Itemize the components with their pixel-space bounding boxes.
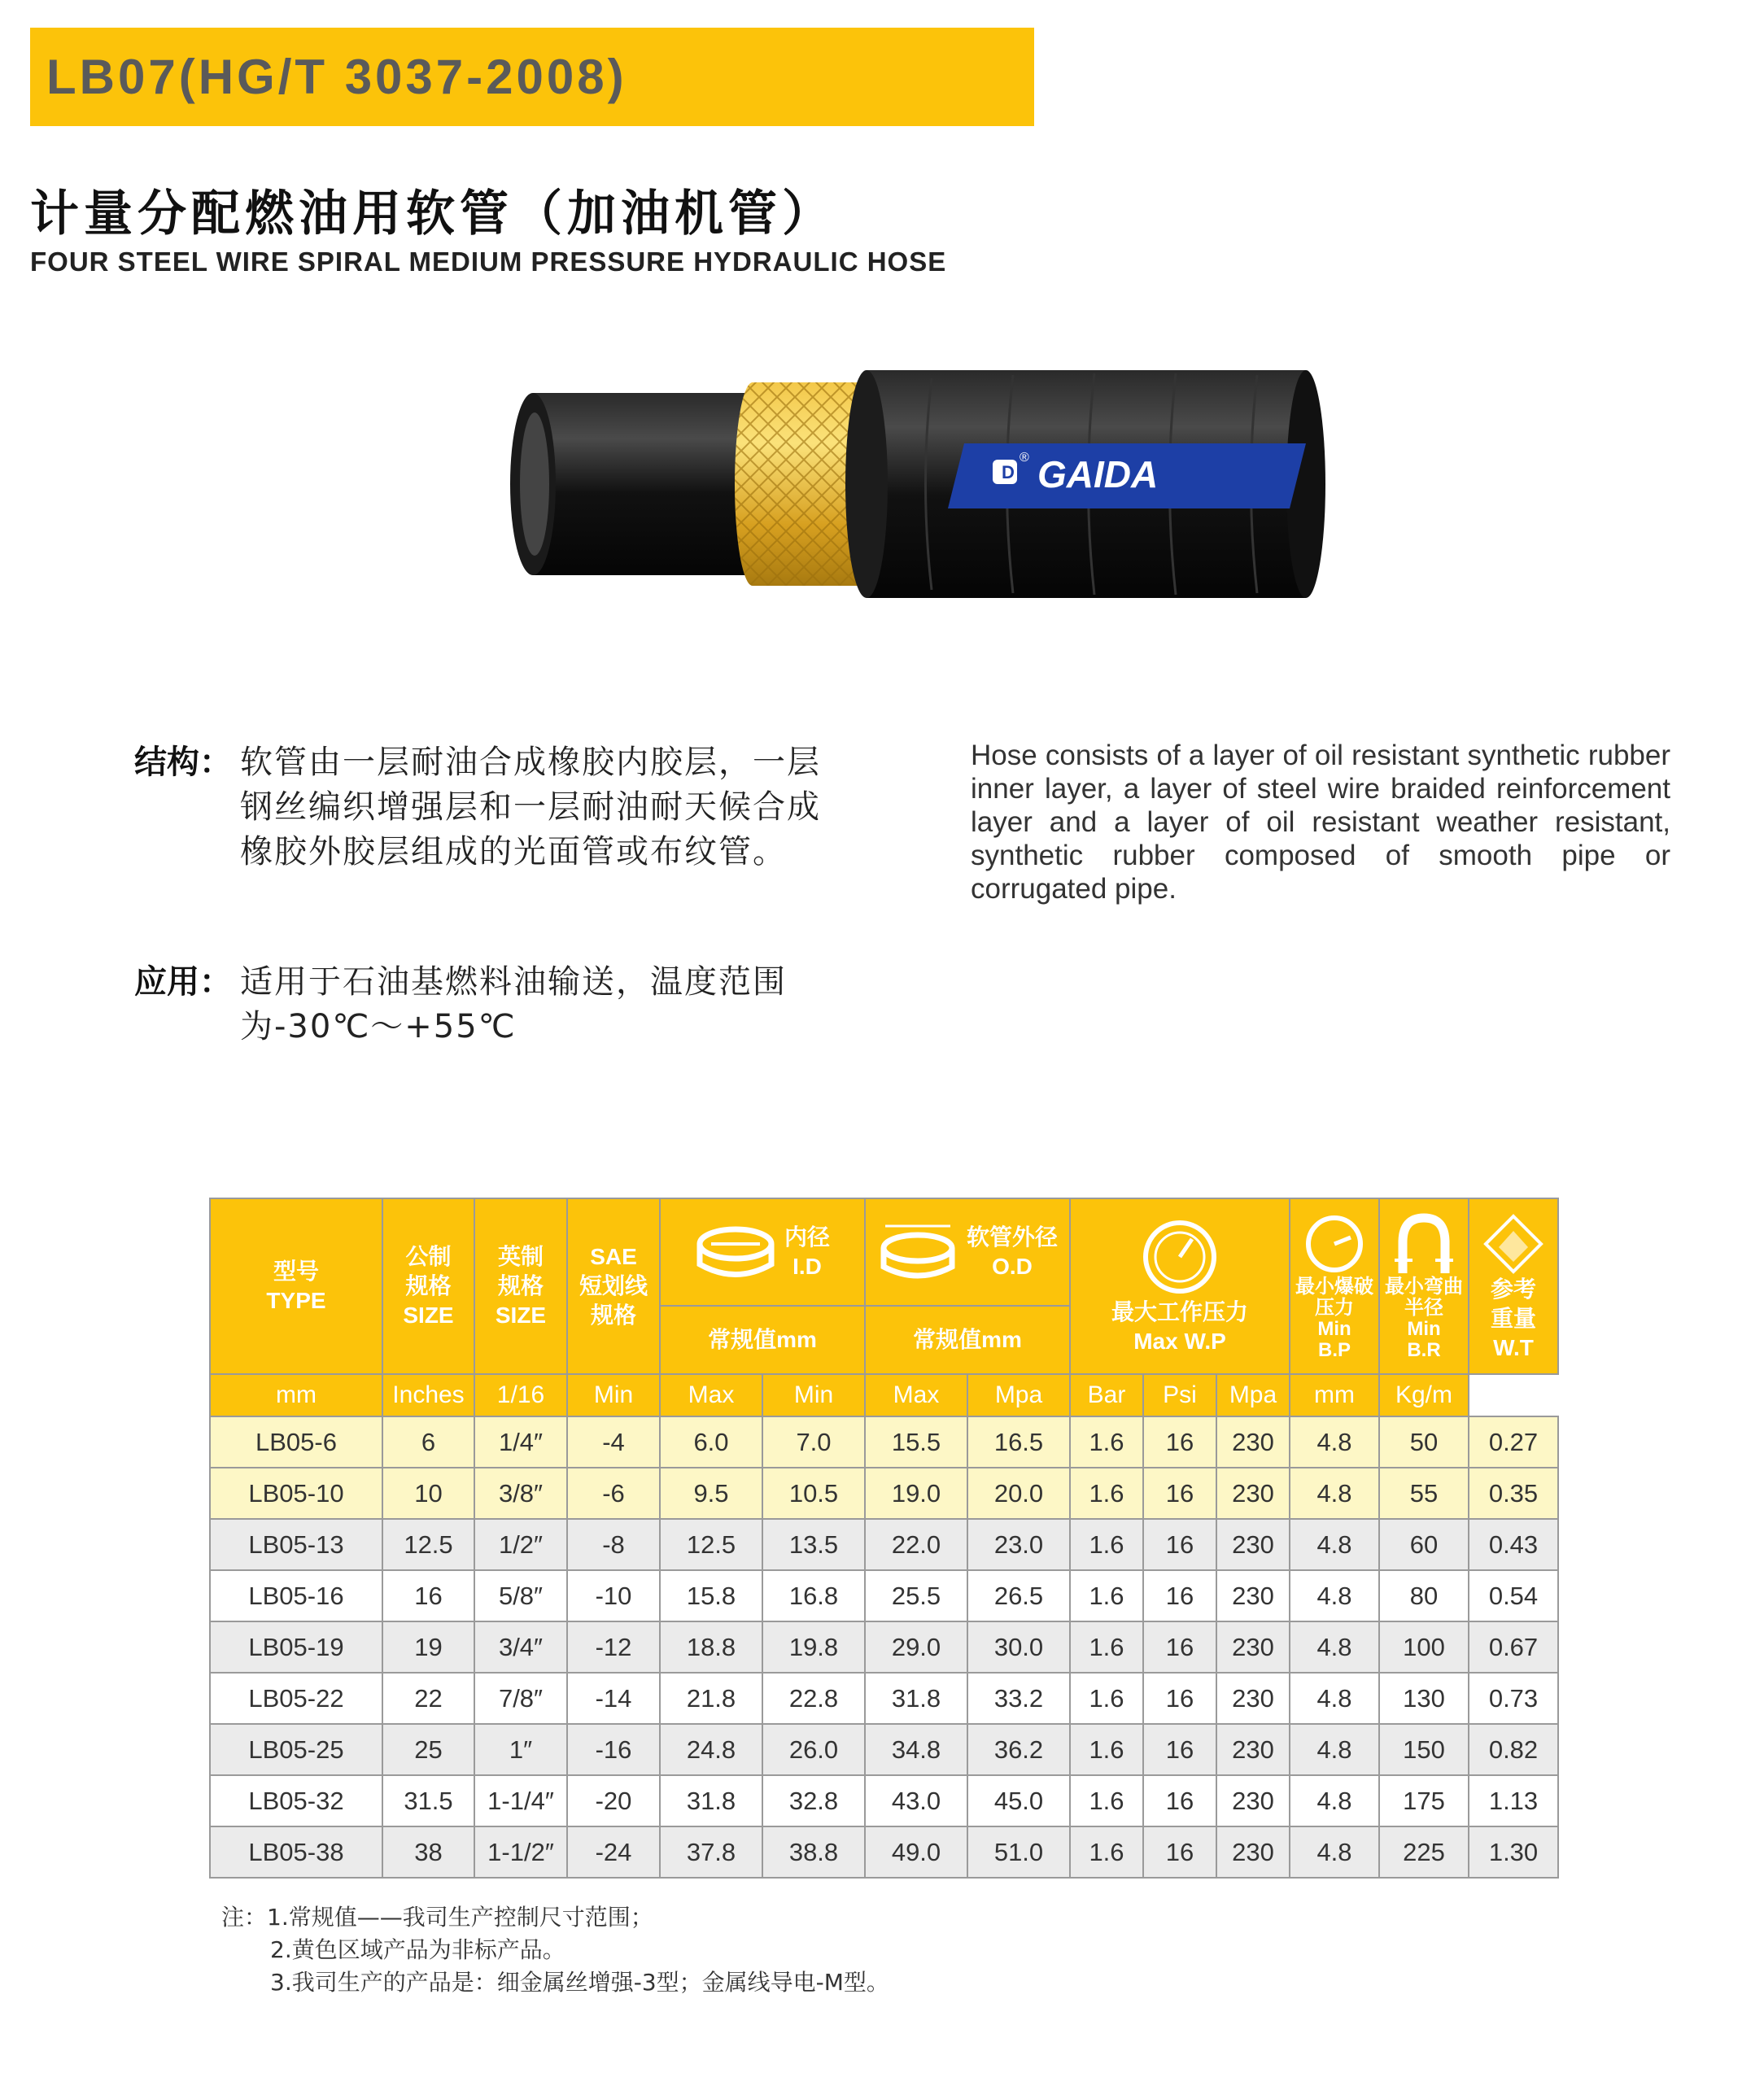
row-value-cell: 16	[1143, 1468, 1216, 1519]
table-row	[210, 1519, 1558, 1570]
structure-section	[134, 740, 842, 875]
header-sae-dash: SAE 短划线 规格	[567, 1198, 660, 1374]
row-value-cell: 15.8	[660, 1570, 762, 1621]
row-value-cell: 25	[382, 1724, 474, 1775]
row-value-cell: 31.8	[660, 1775, 762, 1826]
row-value-cell: 230	[1216, 1468, 1290, 1519]
row-value-cell: 230	[1216, 1724, 1290, 1775]
header-inner-diameter-sub: 常规值mm	[660, 1306, 865, 1374]
inner-diameter-icon	[695, 1220, 776, 1285]
table-row	[210, 1724, 1558, 1775]
row-value-cell: -8	[567, 1519, 660, 1570]
row-value-cell: 30.0	[967, 1621, 1070, 1673]
unit-cell: Mpa	[1216, 1374, 1290, 1416]
spec-table	[209, 1198, 1559, 1879]
table-row	[210, 1826, 1558, 1878]
row-value-cell: 4.8	[1290, 1621, 1379, 1673]
row-value-cell: 43.0	[865, 1775, 967, 1826]
row-type-cell: LB05-19	[210, 1621, 382, 1673]
row-value-cell: 80	[1379, 1570, 1469, 1621]
row-value-cell: 22	[382, 1673, 474, 1724]
row-value-cell: 1/4″	[474, 1416, 567, 1468]
row-value-cell: 16	[1143, 1519, 1216, 1570]
row-value-cell: 16	[1143, 1673, 1216, 1724]
structure-text: 软管由一层耐油合成橡胶内胶层，一层钢丝编织增强层和一层耐油耐天候合成橡胶外胶层组成的光面管或布纹管。	[240, 744, 821, 871]
row-value-cell: 7.0	[762, 1416, 865, 1468]
row-value-cell: 16	[1143, 1621, 1216, 1673]
row-value-cell: 16.5	[967, 1416, 1070, 1468]
brand-name: GAIDA	[1037, 453, 1159, 495]
row-value-cell: -14	[567, 1673, 660, 1724]
row-type-cell: LB05-10	[210, 1468, 382, 1519]
row-value-cell: 3/4″	[474, 1621, 567, 1673]
row-value-cell: 0.35	[1469, 1468, 1558, 1519]
row-value-cell: -12	[567, 1621, 660, 1673]
svg-text:D: D	[1002, 462, 1015, 482]
row-value-cell: 45.0	[967, 1775, 1070, 1826]
unit-cell: mm	[210, 1374, 382, 1416]
table-row	[210, 1468, 1558, 1519]
row-value-cell: 1.6	[1070, 1416, 1143, 1468]
row-value-cell: 4.8	[1290, 1775, 1379, 1826]
row-value-cell: 100	[1379, 1621, 1469, 1673]
row-value-cell: 1.6	[1070, 1621, 1143, 1673]
row-value-cell: 230	[1216, 1519, 1290, 1570]
row-value-cell: 1.6	[1070, 1673, 1143, 1724]
row-value-cell: 1-1/2″	[474, 1826, 567, 1878]
unit-cell: Min	[567, 1374, 660, 1416]
row-value-cell: 1.13	[1469, 1775, 1558, 1826]
table-row	[210, 1673, 1558, 1724]
row-value-cell: 150	[1379, 1724, 1469, 1775]
row-value-cell: -4	[567, 1416, 660, 1468]
row-value-cell: 26.0	[762, 1724, 865, 1775]
row-value-cell: 16	[382, 1570, 474, 1621]
row-value-cell: 19.0	[865, 1468, 967, 1519]
row-value-cell: 21.8	[660, 1673, 762, 1724]
row-value-cell: 4.8	[1290, 1724, 1379, 1775]
model-title-bar	[30, 28, 1034, 126]
row-value-cell: 13.5	[762, 1519, 865, 1570]
row-value-cell: 230	[1216, 1621, 1290, 1673]
header-metric-size: 公制 规格 SIZE	[382, 1198, 474, 1374]
row-value-cell: 0.73	[1469, 1673, 1558, 1724]
row-type-cell: LB05-13	[210, 1519, 382, 1570]
row-value-cell: 12.5	[660, 1519, 762, 1570]
row-value-cell: 15.5	[865, 1416, 967, 1468]
row-value-cell: 32.8	[762, 1775, 865, 1826]
row-value-cell: 16	[1143, 1826, 1216, 1878]
row-value-cell: 16	[1143, 1416, 1216, 1468]
row-value-cell: 1-1/4″	[474, 1775, 567, 1826]
burst-gauge-icon	[1302, 1211, 1367, 1276]
row-value-cell: 225	[1379, 1826, 1469, 1878]
note-3: 3.我司生产的产品是：细金属丝增强-3型；金属线导电-M型。	[270, 1969, 889, 1996]
row-value-cell: 1″	[474, 1724, 567, 1775]
row-value-cell: 49.0	[865, 1826, 967, 1878]
row-value-cell: 230	[1216, 1570, 1290, 1621]
row-value-cell: 38	[382, 1826, 474, 1878]
header-inner-diameter: 内径 I.D	[660, 1198, 865, 1306]
header-type: 型号 TYPE	[210, 1198, 382, 1374]
row-value-cell: 24.8	[660, 1724, 762, 1775]
row-value-cell: 31.8	[865, 1673, 967, 1724]
row-value-cell: 10.5	[762, 1468, 865, 1519]
row-value-cell: 6	[382, 1416, 474, 1468]
row-value-cell: 31.5	[382, 1775, 474, 1826]
row-value-cell: 6.0	[660, 1416, 762, 1468]
row-value-cell: 23.0	[967, 1519, 1070, 1570]
product-title-en: FOUR STEEL WIRE SPIRAL MEDIUM PRESSURE HYDRAULIC HOSE	[30, 247, 947, 277]
note-2: 2.黄色区域产品为非标产品。	[270, 1936, 565, 1963]
row-value-cell: 1.6	[1070, 1826, 1143, 1878]
row-value-cell: 16	[1143, 1570, 1216, 1621]
units-row	[210, 1374, 1558, 1416]
row-value-cell: 4.8	[1290, 1826, 1379, 1878]
row-value-cell: -16	[567, 1724, 660, 1775]
weight-icon	[1481, 1210, 1546, 1275]
row-value-cell: 25.5	[865, 1570, 967, 1621]
header-outer-diameter-sub: 常规值mm	[865, 1306, 1070, 1374]
unit-cell: Bar	[1070, 1374, 1143, 1416]
application-text: 适用于石油基燃料油输送，温度范围为-30℃～+55℃	[240, 963, 787, 1045]
row-value-cell: 4.8	[1290, 1570, 1379, 1621]
row-value-cell: 20.0	[967, 1468, 1070, 1519]
pressure-gauge-icon	[1135, 1216, 1225, 1298]
row-value-cell: 4.8	[1290, 1468, 1379, 1519]
unit-cell: mm	[1290, 1374, 1379, 1416]
row-value-cell: 4.8	[1290, 1519, 1379, 1570]
row-value-cell: 60	[1379, 1519, 1469, 1570]
note-1: 注：1.常规值——我司生产控制尺寸范围；	[221, 1904, 653, 1931]
row-value-cell: 7/8″	[474, 1673, 567, 1724]
row-value-cell: 34.8	[865, 1724, 967, 1775]
application-label: 应用：	[134, 963, 232, 1001]
row-type-cell: LB05-22	[210, 1673, 382, 1724]
row-value-cell: -6	[567, 1468, 660, 1519]
row-value-cell: 1/2″	[474, 1519, 567, 1570]
row-value-cell: 230	[1216, 1775, 1290, 1826]
table-row	[210, 1621, 1558, 1673]
table-row	[210, 1416, 1558, 1468]
row-value-cell: 16	[1143, 1724, 1216, 1775]
product-title-cn: 计量分配燃油用软管（加油机管）	[30, 185, 836, 242]
row-value-cell: 0.82	[1469, 1724, 1558, 1775]
row-value-cell: 26.5	[967, 1570, 1070, 1621]
table-row	[210, 1775, 1558, 1826]
row-type-cell: LB05-16	[210, 1570, 382, 1621]
row-value-cell: 9.5	[660, 1468, 762, 1519]
header-outer-diameter: 软管外径 O.D	[865, 1198, 1070, 1306]
row-value-cell: 130	[1379, 1673, 1469, 1724]
row-value-cell: 18.8	[660, 1621, 762, 1673]
registered-mark: ®	[1020, 451, 1029, 465]
row-value-cell: 38.8	[762, 1826, 865, 1878]
row-value-cell: 33.2	[967, 1673, 1070, 1724]
unit-cell: Psi	[1143, 1374, 1216, 1416]
hose-illustration	[509, 370, 1334, 614]
row-value-cell: 0.54	[1469, 1570, 1558, 1621]
header-imperial-size: 英制 规格 SIZE	[474, 1198, 567, 1374]
notes	[221, 1901, 889, 1999]
row-value-cell: 29.0	[865, 1621, 967, 1673]
row-value-cell: 230	[1216, 1673, 1290, 1724]
model-code: LB07(HG/T 3037-2008)	[46, 50, 627, 104]
row-value-cell: 50	[1379, 1416, 1469, 1468]
row-value-cell: 36.2	[967, 1724, 1070, 1775]
unit-cell: Kg/m	[1379, 1374, 1469, 1416]
row-value-cell: 1.6	[1070, 1570, 1143, 1621]
row-value-cell: 16.8	[762, 1570, 865, 1621]
row-type-cell: LB05-32	[210, 1775, 382, 1826]
row-value-cell: 55	[1379, 1468, 1469, 1519]
header-max-working-pressure: 最大工作压力 Max W.P	[1070, 1198, 1290, 1374]
row-value-cell: 0.67	[1469, 1621, 1558, 1673]
row-type-cell: LB05-25	[210, 1724, 382, 1775]
unit-cell: Min	[762, 1374, 865, 1416]
row-value-cell: 230	[1216, 1826, 1290, 1878]
table-row	[210, 1570, 1558, 1621]
description-english: Hose consists of a layer of oil resistant synthetic rubber inner layer, a layer of steel wire braided reinforcement layer and a layer of oil resistant weather resistant, synthetic rubber composed of smooth pipe or corrugated pipe.	[971, 740, 1670, 905]
row-value-cell: 0.27	[1469, 1416, 1558, 1468]
unit-cell: Max	[660, 1374, 762, 1416]
row-value-cell: 1.6	[1070, 1724, 1143, 1775]
row-value-cell: 22.8	[762, 1673, 865, 1724]
row-value-cell: 19	[382, 1621, 474, 1673]
row-value-cell: 12.5	[382, 1519, 474, 1570]
header-min-burst-pressure: 最小爆破压力 Min B.P	[1290, 1198, 1379, 1374]
row-value-cell: 4.8	[1290, 1673, 1379, 1724]
outer-diameter-icon	[877, 1220, 958, 1285]
bend-radius-icon	[1391, 1211, 1456, 1276]
row-value-cell: 37.8	[660, 1826, 762, 1878]
unit-cell: Inches	[382, 1374, 474, 1416]
row-value-cell: 19.8	[762, 1621, 865, 1673]
row-value-cell: 5/8″	[474, 1570, 567, 1621]
row-value-cell: 1.6	[1070, 1775, 1143, 1826]
row-value-cell: 10	[382, 1468, 474, 1519]
row-value-cell: 51.0	[967, 1826, 1070, 1878]
row-value-cell: 175	[1379, 1775, 1469, 1826]
row-value-cell: 230	[1216, 1416, 1290, 1468]
application-section	[134, 960, 842, 1050]
unit-cell: Max	[865, 1374, 967, 1416]
row-type-cell: LB05-38	[210, 1826, 382, 1878]
row-value-cell: 22.0	[865, 1519, 967, 1570]
row-type-cell: LB05-6	[210, 1416, 382, 1468]
row-value-cell: 3/8″	[474, 1468, 567, 1519]
row-value-cell: -24	[567, 1826, 660, 1878]
row-value-cell: 4.8	[1290, 1416, 1379, 1468]
row-value-cell: 0.43	[1469, 1519, 1558, 1570]
structure-label: 结构：	[134, 744, 232, 781]
row-value-cell: 16	[1143, 1775, 1216, 1826]
row-value-cell: 1.6	[1070, 1519, 1143, 1570]
row-value-cell: -10	[567, 1570, 660, 1621]
row-value-cell: -20	[567, 1775, 660, 1826]
header-weight: 参考 重量 W.T	[1469, 1198, 1558, 1374]
row-value-cell: 1.30	[1469, 1826, 1558, 1878]
header-min-bend-radius: 最小弯曲半径 Min B.R	[1379, 1198, 1469, 1374]
unit-cell: 1/16	[474, 1374, 567, 1416]
unit-cell: Mpa	[967, 1374, 1070, 1416]
row-value-cell: 1.6	[1070, 1468, 1143, 1519]
